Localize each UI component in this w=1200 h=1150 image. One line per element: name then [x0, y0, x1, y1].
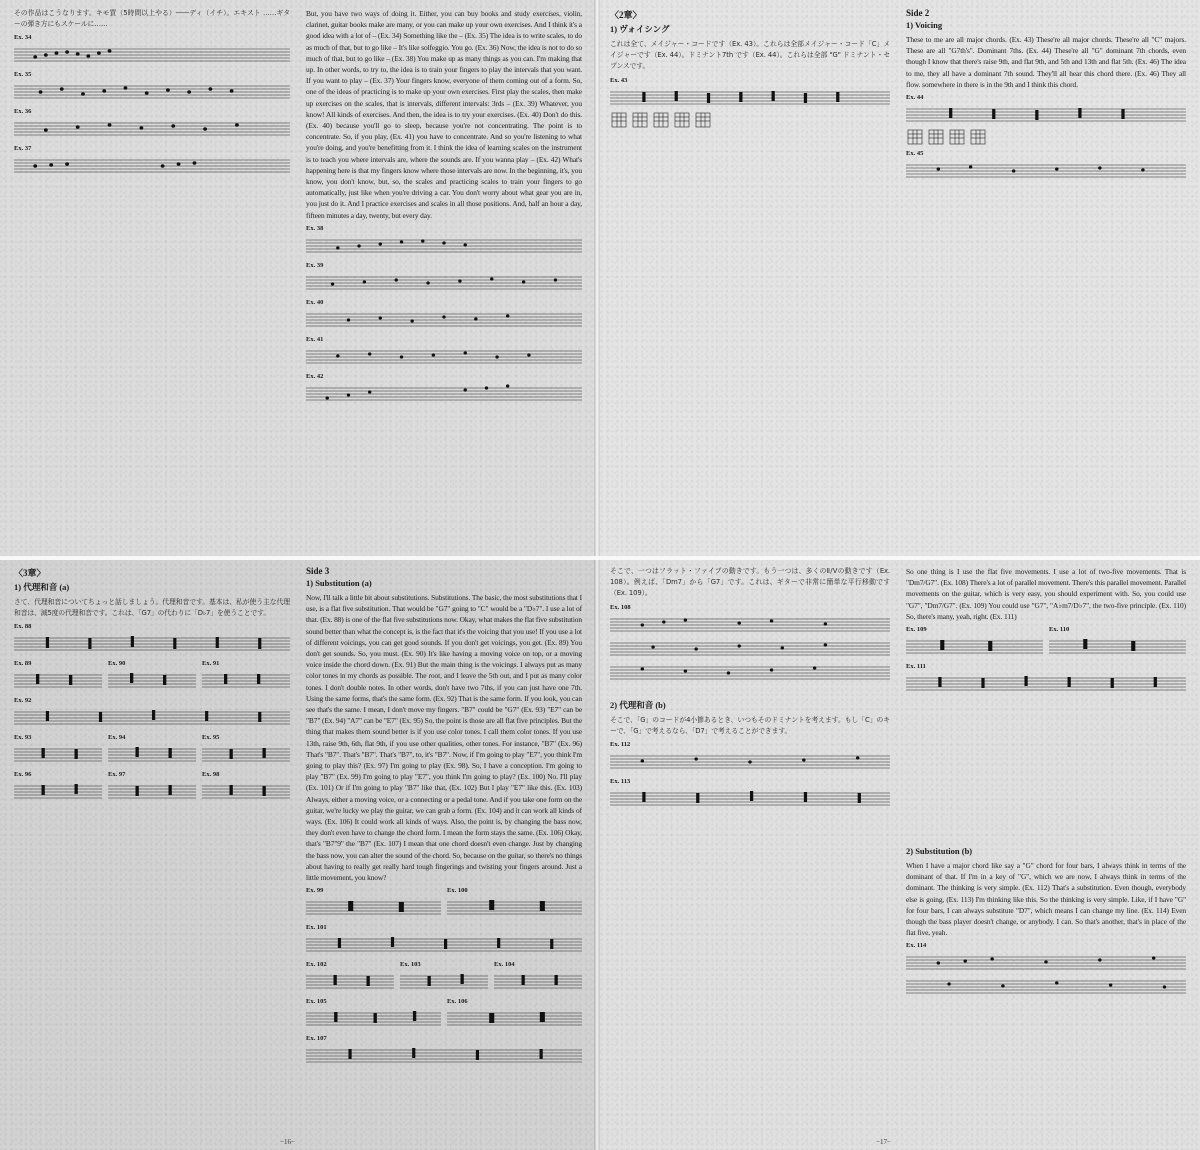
staff-notation: [306, 271, 582, 295]
example-114: [906, 942, 1186, 999]
staff-notation: [108, 669, 196, 693]
staff-notation: [306, 308, 582, 332]
staff-notation: [306, 234, 582, 258]
example-label: Ex. 90: [108, 660, 126, 668]
staff-notation: [906, 635, 1043, 659]
chapter-heading: 〈3章〉: [14, 568, 46, 578]
example-label: Ex. 107: [306, 1035, 327, 1043]
scan-divider: [0, 556, 1200, 560]
example-93: [14, 734, 102, 767]
chord-staff: [610, 86, 890, 110]
column-japanese: [610, 566, 890, 1144]
staff-notation: [494, 970, 582, 994]
staff-notation: [108, 743, 196, 767]
example-label: Ex. 112: [610, 741, 631, 749]
example-row: [14, 730, 290, 767]
english-text: Now, I'll talk a little bit about substitutions. Substitutions. The basic, the most substitutions that I use, is a flat five substitution. That would be "G7" going to "C" would be a "D♭7". I use a lot of that. (Ex. 88) is one of the flat five substitutions now. Okay, what makes the flat five substitution sound better than what the concept is, is the fact that it's the voicing that you use! If you use a lot of different voicings, you can get good sounds. If you don't get voicings, you get. (Ex. 89) You don't get sounds. So, you must. (Ex. 90) It's like having a moving voice on top, or a moving voice inside the chord down. (Ex. 91) But the main thing is the voicings. I always put as many color tones in my chords as possible. The root, and I leave the 5th out, and I put as many color tones. I don't double notes. In other words, don't have two 7ths, if you can just have one 7th. Using the same forms, that's the same form. (Ex. 92) That is the same form. If you look, you can see that's the same. I mean, I don't move my fingers. "B7" could be "G7" (Ex. 93) "E7" can be "B7" (Ex. 94) "A7" can be "E7" (Ex. 95) So, the point is those are all flat five principles. But the thing that makes them sound better is if you use color tones. I call them color tones. If you use 13th, raise 9th, 6th, flat 9th, if you use other qualities, other tones. For instance, "B7" (Ex. 96) That's "B7". That's "B7". That's "B7", to, it's "B7". Now, if I'm going to play "E7", you think I'm going to play this? (Ex. 97) I'm going to play (Ex. 98). So, I have a conception. I'm going to play "B7" (Ex. 99) I'm going to play "E7", you think I'm going to play? (Ex. 100) No. I'll play (Ex. 101) Or if I'm going to play "B7" like that, (Ex. 102) But I play "E7" like this. (Ex. 103) Always, either a moving voice, or a connecting or a pedal tone. And if you take one form on the guitar, we're lucky we play the guitar, we can grab a form. (Ex. 104) and it can work all kinds of ways. (Ex. 106) It could work all kinds of ways. Also, the point is, by changing the bass now, they don't even have to change the chord form. I mean the form stays the same. (Ex. 106) Okay, that's "B7"9" the "B7" (Ex. 107) I mean that one chord doesn't even change. Just by changing the bass now, you can alter the sound of the chord. So, because on the guitar, so there's no things about having to really get really hard tough fingerings and twisting your fingers around. Just a little movement, you know?: [306, 593, 582, 883]
japanese-text: その作品はこうなります。キモ買（5時間以上やる）――ディ（イチ）。エキスト ……ギターの弾き方にもスケールに……: [14, 9, 290, 29]
example-94: [108, 734, 196, 767]
example-label: Ex. 109: [906, 626, 927, 634]
example-label: Ex. 104: [494, 961, 515, 969]
example-35: [14, 71, 290, 104]
example-96: [14, 771, 102, 804]
japanese-text: さて、代理和音についてちょっと話しましょう。代理和音です。基本は、私が使う主な代理和音は、減5度の代理和音です。これは、「G7」の代わりに「D♭7」を使うことです。: [14, 598, 290, 618]
example-label: Ex. 98: [202, 771, 220, 779]
staff-notation: [610, 637, 890, 661]
example-label: Ex. 113: [610, 778, 631, 786]
example-label: Ex. 106: [447, 998, 468, 1006]
example-label: Ex. 42: [306, 372, 324, 380]
side-heading: Side 2: [906, 8, 930, 18]
example-37: [14, 145, 290, 178]
chord-diagram-icon: [969, 128, 987, 146]
page-top-right: [596, 0, 1200, 558]
example-98: [202, 771, 290, 804]
example-label: Ex. 94: [108, 734, 126, 742]
page-top-left: [0, 0, 596, 558]
side-heading: Side 3: [306, 566, 330, 576]
example-label: Ex. 39: [306, 261, 324, 269]
example-112: [610, 741, 890, 774]
example-label: Ex. 114: [906, 942, 927, 950]
chord-diagram-icon: [948, 128, 966, 146]
staff-notation: [14, 154, 290, 178]
section-heading: 2) Substitution (b): [906, 846, 973, 857]
chord-diagram-icon: [906, 128, 924, 146]
example-label: Ex. 34: [14, 34, 32, 42]
example-label: Ex. 97: [108, 771, 126, 779]
english-text: So one thing is I use the flat five movements. I use a lot of two-five movements. That is "Dm7/G7". (Ex. 108) There's a lot of parallel movement. There's this parallel movement. Parallel movements on the guitar, which is very easy, you should experiment with. So, you could use "G7", "Dm7/G7". (Ex. 109) You could use "G7", "A♭m7/D♭7", the two-five principle. (Ex. 110) So, there's many, yeah, right. (Ex. 111): [906, 567, 1186, 621]
example-label: Ex. 111: [906, 663, 926, 671]
english-text: These to me are all major chords. (Ex. 43) These're all major chords. These're all "C" majors. These are all "G7th's". Dominant 7ths. (Ex. 44) These're all "G" dominant 7th chords, even though I know that there's raise 9th, and flat 9th, and 5th and 13th and flat 5th. (Ex. 46) The idea to me, they all have a dominant 7th sound. They'll all hear this chord there. (Ex. 46) They all flow. somewhere in there is in the 9th and I think this chord.: [906, 35, 1186, 89]
chord-diagram-icon: [631, 111, 649, 129]
example-105: [306, 998, 441, 1031]
example-label: Ex. 100: [447, 887, 468, 895]
example-88: [14, 623, 290, 656]
english-text: When I have a major chord like say a "G" chord for four bars, I always think in terms of the dominant of that. If I'm in a key of "G", which we are now, I always think in terms of the dominant. The thinking is very simple. (Ex. 112) That's a substitution. Even though, everybody else is going, (Ex. 113) I'm thinking like this. So the thinking is very simple. Like, if I have "G" for four bars, I can always substitute "D7", which means I can change my line. (Ex. 114) Even though the bass player doesn't change, or anybody. I can. So that's another, that's in place of the flat five, yeah.: [906, 861, 1186, 938]
column-japanese: [14, 8, 290, 552]
example-95: [202, 734, 290, 767]
example-label: Ex. 95: [202, 734, 220, 742]
example-36: [14, 108, 290, 141]
example-34: [14, 34, 290, 67]
example-row: [906, 622, 1186, 659]
chord-diagram-row: [906, 128, 1186, 146]
chord-diagram-icon: [927, 128, 945, 146]
example-38: [306, 225, 582, 258]
example-99: [306, 887, 441, 920]
example-label: Ex. 45: [906, 150, 924, 158]
staff-notation: [306, 345, 582, 369]
chord-diagram-icon: [652, 111, 670, 129]
example-label: Ex. 36: [14, 108, 32, 116]
example-label: Ex. 110: [1049, 626, 1070, 634]
example-108: [610, 604, 890, 685]
chord-diagram-icon: [694, 111, 712, 129]
section-heading: 1) Substitution (a): [306, 578, 372, 588]
example-101: [306, 924, 582, 957]
chord-staff: [906, 103, 1186, 127]
staff-notation: [202, 743, 290, 767]
example-label: Ex. 35: [14, 71, 32, 79]
chord-diagram-icon: [673, 111, 691, 129]
example-label: Ex. 105: [306, 998, 327, 1006]
staff-notation: [906, 975, 1186, 999]
example-label: Ex. 103: [400, 961, 421, 969]
example-100: [447, 887, 582, 920]
example-label: Ex. 93: [14, 734, 32, 742]
example-43: [610, 77, 890, 129]
example-91: [202, 660, 290, 693]
staff-notation: [906, 951, 1186, 975]
example-40: [306, 299, 582, 332]
example-90: [108, 660, 196, 693]
example-label: Ex. 40: [306, 298, 324, 306]
page-bottom-left: [0, 558, 596, 1150]
staff-notation: [306, 1007, 441, 1031]
staff-notation: [610, 787, 890, 811]
example-44: [906, 94, 1186, 146]
example-label: Ex. 101: [306, 924, 327, 932]
section-heading: 2) 代理和音 (b): [610, 699, 666, 710]
staff-notation: [1049, 635, 1186, 659]
example-row: [306, 883, 582, 920]
staff-notation: [306, 896, 441, 920]
chord-diagram-row: [610, 111, 890, 129]
staff-notation: [610, 661, 890, 685]
staff-notation: [14, 117, 290, 141]
staff-notation: [906, 672, 1186, 696]
staff-notation: [14, 706, 290, 730]
example-89: [14, 660, 102, 693]
example-41: [306, 336, 582, 369]
example-109: [906, 626, 1043, 659]
example-row: [306, 957, 582, 994]
staff-notation: [14, 780, 102, 804]
staff-notation: [14, 43, 290, 67]
book-gutter-bottom: [594, 558, 600, 1150]
example-label: Ex. 92: [14, 697, 32, 705]
example-106: [447, 998, 582, 1031]
example-103: [400, 961, 488, 994]
column-english: [906, 566, 1186, 1144]
staff-notation: [400, 970, 488, 994]
example-104: [494, 961, 582, 994]
column-japanese: [14, 566, 290, 1144]
book-gutter-top: [594, 0, 600, 558]
chapter-heading: 〈2章〉: [610, 10, 642, 20]
example-label: Ex. 44: [906, 94, 924, 102]
page-bottom-right: [596, 558, 1200, 1150]
staff-notation: [14, 632, 290, 656]
section-heading: 1) Voicing: [906, 20, 943, 30]
example-label: Ex. 89: [14, 660, 32, 668]
english-text: But, you have two ways of doing it. Either, you can buy books and study exercises, violin, clarinet, guitar books make are many, or you can make up your own exercises. And I think it's a good idea with a lot of – (Ex. 34) Something like the – (Ex. 35) The idea is to write scales, to do as much of that, but to go like – It's like solfeggio. You go. (Ex. 36) Now, the idea is not to do so much of that, but to go like – (Ex. 38) You make up as many things as you can. I'm making that up. In other words, to try to, the idea is to train your fingers to play the intervals that you want. If you want to play – (Ex. 37) Your fingers know, everyone of them coming out of a form. So, one of the ideas of practicing is to make up your own exercises. First play the scales, then make up exercises on the scales, that is intervals, different intervals: 3rds – (Ex. 39) Whatever, you know! All kinds of exercises. And then, the idea is to try your exercises. (Ex. 40) Don't do this. (Ex. 40) because you'll go to sleep, because you're not concentrating. The point is to concentrate. So, if you play, (Ex. 41) you have to concentrate. And so you're listening to what you're doing, and you're benefitting from it. I think the idea of learning scales on the instrument is to teach you where intervals are, where the sounds are. If you wanna play – (Ex. 42) What's happening here is that my fingers know where those intervals are now. In the beginning, it's, you know, you don't know, but, so, the scales and practicing scales to train your fingers to go automatically, just like when you're driving a car. You don't worry about what gear you are in, you just do it. And I practice exercises and scales in all those positions. And, half an hour a day, fifteen minutes a day, twenty, but every day.: [306, 9, 582, 220]
chord-diagram-icon: [610, 111, 628, 129]
example-107: [306, 1035, 582, 1068]
staff-notation: [610, 750, 890, 774]
example-row: [14, 767, 290, 804]
column-english: [306, 566, 582, 1144]
example-row: [306, 994, 582, 1031]
staff-notation: [306, 970, 394, 994]
staff-notation: [14, 669, 102, 693]
example-label: Ex. 38: [306, 224, 324, 232]
column-english: [306, 8, 582, 552]
example-110: [1049, 626, 1186, 659]
example-label: Ex. 41: [306, 335, 324, 343]
staff-notation: [14, 743, 102, 767]
example-label: Ex. 88: [14, 623, 32, 631]
example-label: Ex. 108: [610, 603, 631, 611]
example-111: [906, 663, 1186, 696]
page-number: −17−: [876, 1138, 891, 1146]
staff-notation: [108, 780, 196, 804]
example-102: [306, 961, 394, 994]
staff-notation: [306, 382, 582, 406]
example-label: Ex. 91: [202, 660, 220, 668]
staff-notation: [906, 159, 1186, 183]
example-39: [306, 262, 582, 295]
staff-notation: [447, 896, 582, 920]
example-label: Ex. 43: [610, 76, 628, 84]
example-92: [14, 697, 290, 730]
staff-notation: [202, 669, 290, 693]
staff-notation: [306, 1044, 582, 1068]
staff-notation: [610, 613, 890, 637]
example-label: Ex. 102: [306, 961, 327, 969]
staff-notation: [202, 780, 290, 804]
staff-notation: [306, 933, 582, 957]
japanese-text: これは全て、メイジャー・コードです（Ex. 43）。これらは全部メイジャー・コード「C」メイジャーです（Ex. 44）。ドミナント7th です（Ex. 44）。これらは全部 "G" ドミナント・セブンスです。: [610, 40, 890, 71]
example-label: Ex. 37: [14, 145, 32, 153]
section-heading: 1) ヴォイシング: [610, 24, 670, 34]
example-97: [108, 771, 196, 804]
section-heading: 1) 代理和音 (a): [14, 582, 70, 592]
example-label: Ex. 99: [306, 887, 324, 895]
example-row: [14, 656, 290, 693]
example-label: Ex. 96: [14, 771, 32, 779]
japanese-text: そこで、一つはフラット・ファイブの動きです。もう一つは、多くのⅡ/Ⅴの動きです（Ex. 108）。例えば、「Dm7」から「G7」です。これは、ギターで非常に簡単な平行移動です（Ex. 109）。: [610, 567, 890, 598]
column-japanese: [610, 8, 890, 552]
column-english: [906, 8, 1186, 552]
example-45: [906, 150, 1186, 183]
example-113: [610, 778, 890, 811]
page-number: −16−: [280, 1138, 295, 1146]
staff-notation: [447, 1007, 582, 1031]
japanese-text: そこで、「G」のコードが4小節あるとき、いつもそのドミナントを考えます。もし「C」のキーで、「G」で考えるなら、「D7」で考えることができます。: [610, 715, 890, 735]
staff-notation: [14, 80, 290, 104]
example-42: [306, 373, 582, 406]
